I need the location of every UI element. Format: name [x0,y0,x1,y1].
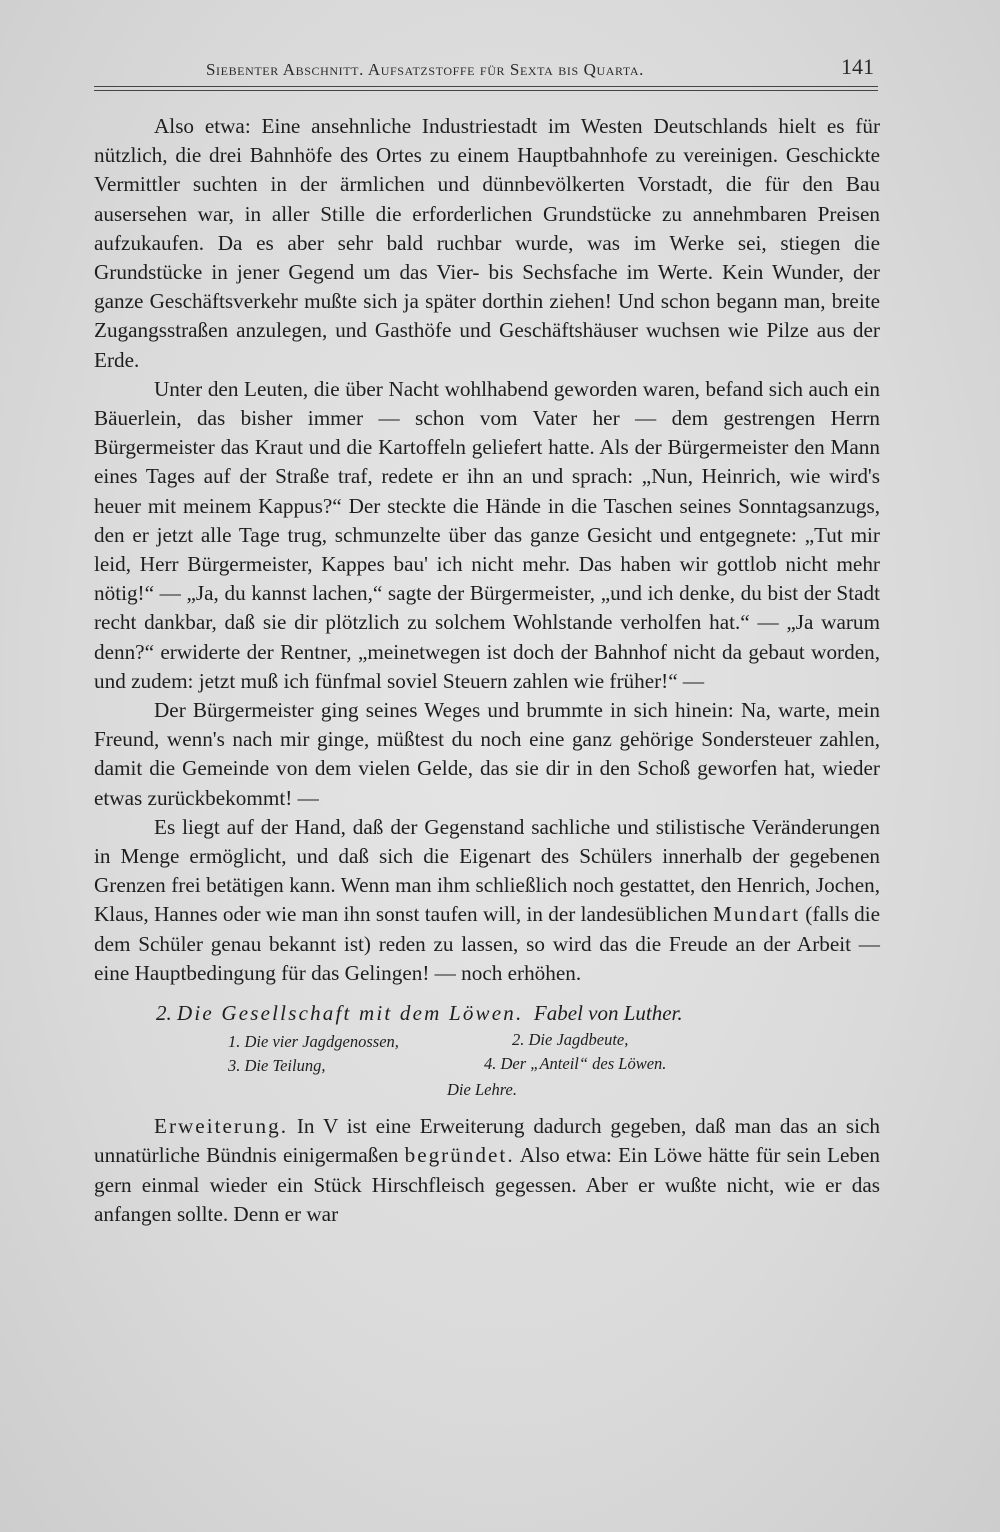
paragraph-5-text-b: Also etwa: Ein Löwe hätte für sein Leben gern einmal wieder ein Stück Hirschfleisch gegessen. Aber er wußte nicht, wie er das anfangen sollte. Denn er war [94,1143,880,1226]
fable-subtitle: Fabel von Luther. [533,1001,683,1026]
running-head: Siebenter Abschnitt. Aufsatzstoffe für Sexta bis Quarta. [206,60,644,79]
fable-heading [94,998,880,1028]
paragraph-1: Also etwa: Eine ansehnliche Industriestadt im Westen Deutschlands hielt es für nützlich, die drei Bahnhöfe des Ortes zu einem Hauptbahnhofe zu vereinigen. Geschickte Vermittler suchten in der ärmlichen und dünnbevölkerten Vorstadt, die für den Bau ausersehen war, in aller Stille die erforderlichen Grundstücke zu annehmbaren Preisen aufzukaufen. Da es aber sehr bald ruchbar wurde, was im Werke sei, stiegen die Grundstücke in jener Gegend um das Vier- bis Sechsfache im Werte. Kein Wunder, der ganze Geschäftsverkehr mußte sich ja später dorthin ziehen! Und schon begann man, breite Zugangsstraßen anzulegen, und Gasthöfe und Geschäftshäuser wuchsen wie Pilze aus der Erde. [94,114,880,372]
page-header [94,52,878,88]
paragraph-3: Der Bürgermeister ging seines Weges und brummte in sich hinein: Na, warte, mein Freund, wenn's nach mir ginge, müßtest du noch eine ganz gehörige Sondersteuer zahlen, damit die Gemeinde von dem vielen Gelde, das sie dir in den Schoß geworfen hat, wieder etwas zurückbekommt! — [94,698,880,810]
page-number: 141 [841,54,874,79]
fable-number: 2. [156,1001,172,1026]
page-body [94,112,880,1229]
paragraph-4 [94,813,880,988]
header-rule-upper [94,86,878,87]
paragraph-5 [94,1112,880,1229]
outline-moral: Die Lehre. [447,1080,517,1100]
emphasis-mundart: Mundart [713,902,800,927]
fable-outline [94,1030,880,1102]
paragraph-4-text-a: Es liegt auf der Hand, daß der Gegenstand sachliche und stilistische Veränderungen in Menge ermöglicht, und daß sich die Eigenart des Schülers innerhalb der gegebenen Grenzen frei betätigen kann. Wenn man ihm schließlich noch gestattet, den Henrich, Jochen, Klaus, Hannes oder wie man ihn sonst taufen will, in der landesüblichen [94,814,880,927]
outline-item-1: 1. Die vier Jagdgenossen, [228,1032,399,1052]
header-rule-lower [94,90,878,91]
paragraph-2: Unter den Leuten, die über Nacht wohlhabend geworden waren, befand sich auch ein Bäuerlein, das bisher immer — schon vom Vater her — dem gestrengen Herrn Bürgermeister das Kraut und die Kartoffeln geliefert hatte. Als der Bürgermeister den Mann eines Tages auf der Straße traf, redete er ihn an und sprach: „Nun, Heinrich, wie wird's heuer mit meinem Kappus?“ Der steckte die Hände in die Taschen seines Sonntagsanzugs, den er jetzt alle Tage trug, schmunzelte über das ganze Gesicht und entgegnete: „Tut mir leid, Herr Bürgermeister, Kappes bau' ich nicht mehr. Das haben wir gottlob nicht mehr nötig!“ — „Ja, du kannst lachen,“ sagte der Bürgermeister, „und ich denke, du bist der Stadt recht dankbar, daß sie dir plötzlich zu solchem Wohlstande verholfen hat.“ — „Ja warum denn?“ erwiderte der Rentner, „meinetwegen ist doch der Bahnhof nicht da gebaut worden, und zudem: jetzt muß ich fünfmal soviel Steuern zahlen wie früher!“ — [94,376,880,693]
emphasis-begruendet: begründet. [404,1143,515,1168]
outline-item-4: 4. Der „Anteil“ des Löwen. [484,1054,667,1074]
label-erweiterung: Erweiterung. [154,1114,289,1139]
paragraph-5-text-a: In V ist eine Erweiterung dadurch gegeben, daß man das an sich unnatürliche Bündnis einigermaßen [94,1114,880,1168]
outline-item-2: 2. Die Jagdbeute, [512,1030,629,1050]
paragraph-4-text-b: (falls die dem Schüler genau bekannt ist) reden zu lassen, so wird das die Freude an der Arbeit — eine Hauptbedingung für das Gelingen! — noch erhöhen. [94,902,880,985]
fable-title: Die Gesellschaft mit dem Löwen. [177,1001,524,1026]
outline-item-3: 3. Die Teilung, [228,1056,326,1076]
